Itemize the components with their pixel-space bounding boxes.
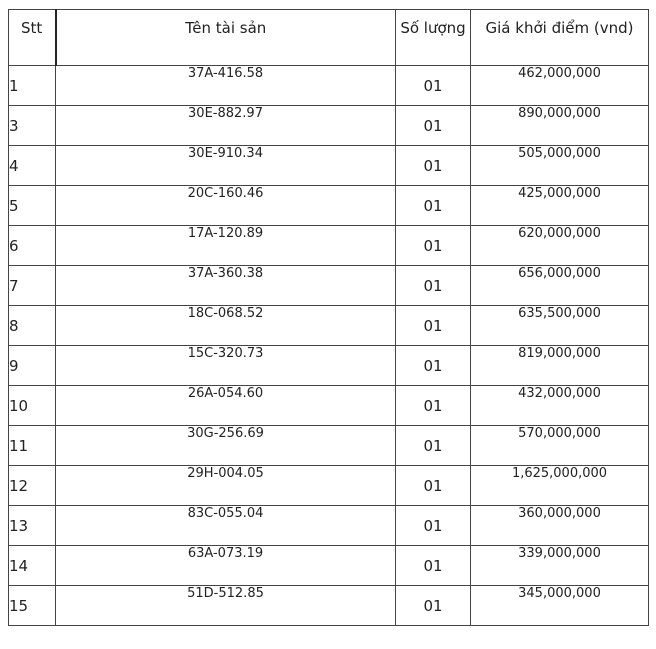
table-row [9,306,649,346]
cell-asset-name: 37A-360.38 [56,266,396,306]
cell-quantity: 01 [396,106,471,146]
cell-quantity: 01 [396,586,471,626]
table-row [9,66,649,106]
cell-starting-price: 620,000,000 [471,226,649,266]
table-row [9,106,649,146]
table-row [9,146,649,186]
table-row [9,386,649,426]
cell-starting-price: 656,000,000 [471,266,649,306]
header-asset-name: Tên tài sản [56,10,396,66]
cell-starting-price: 425,000,000 [471,186,649,226]
cell-starting-price: 570,000,000 [471,426,649,466]
cell-stt: 1 [9,66,56,106]
table-row [9,186,649,226]
table-body [9,66,649,626]
cell-quantity: 01 [396,386,471,426]
cell-stt: 5 [9,186,56,226]
cell-starting-price: 360,000,000 [471,506,649,546]
cell-stt: 15 [9,586,56,626]
cell-quantity: 01 [396,346,471,386]
cell-stt: 6 [9,226,56,266]
cell-starting-price: 345,000,000 [471,586,649,626]
cell-stt: 8 [9,306,56,346]
cell-asset-name: 37A-416.58 [56,66,396,106]
cell-asset-name: 30G-256.69 [56,426,396,466]
cell-starting-price: 635,500,000 [471,306,649,346]
cell-starting-price: 1,625,000,000 [471,466,649,506]
table-row [9,226,649,266]
header-stt: Stt [9,10,56,66]
cell-asset-name: 30E-910.34 [56,146,396,186]
cell-asset-name: 63A-073.19 [56,546,396,586]
cell-stt: 12 [9,466,56,506]
table-row [9,266,649,306]
cell-stt: 3 [9,106,56,146]
cell-quantity: 01 [396,306,471,346]
cell-asset-name: 17A-120.89 [56,226,396,266]
cell-starting-price: 339,000,000 [471,546,649,586]
cell-stt: 9 [9,346,56,386]
cell-asset-name: 26A-054.60 [56,386,396,426]
cell-asset-name: 15C-320.73 [56,346,396,386]
cell-asset-name: 51D-512.85 [56,586,396,626]
cell-quantity: 01 [396,146,471,186]
cell-starting-price: 819,000,000 [471,346,649,386]
cell-stt: 7 [9,266,56,306]
header-quantity: Số lượng [396,10,471,66]
cell-quantity: 01 [396,66,471,106]
table-row [9,546,649,586]
cell-starting-price: 505,000,000 [471,146,649,186]
cell-stt: 11 [9,426,56,466]
cell-quantity: 01 [396,466,471,506]
cell-stt: 13 [9,506,56,546]
cell-quantity: 01 [396,506,471,546]
cell-stt: 10 [9,386,56,426]
cell-quantity: 01 [396,186,471,226]
cell-asset-name: 20C-160.46 [56,186,396,226]
header-starting-price: Giá khởi điểm (vnd) [471,10,649,66]
cell-asset-name: 18C-068.52 [56,306,396,346]
cell-quantity: 01 [396,546,471,586]
cell-stt: 14 [9,546,56,586]
cell-starting-price: 462,000,000 [471,66,649,106]
cell-asset-name: 83C-055.04 [56,506,396,546]
table-row [9,346,649,386]
cell-asset-name: 29H-004.05 [56,466,396,506]
cell-starting-price: 432,000,000 [471,386,649,426]
table-row [9,586,649,626]
cell-starting-price: 890,000,000 [471,106,649,146]
asset-auction-table [8,9,649,626]
cell-quantity: 01 [396,226,471,266]
table-row [9,466,649,506]
cell-stt: 4 [9,146,56,186]
table-row [9,506,649,546]
cell-quantity: 01 [396,266,471,306]
cell-asset-name: 30E-882.97 [56,106,396,146]
cell-quantity: 01 [396,426,471,466]
table-row [9,426,649,466]
table-header-row [9,10,649,66]
